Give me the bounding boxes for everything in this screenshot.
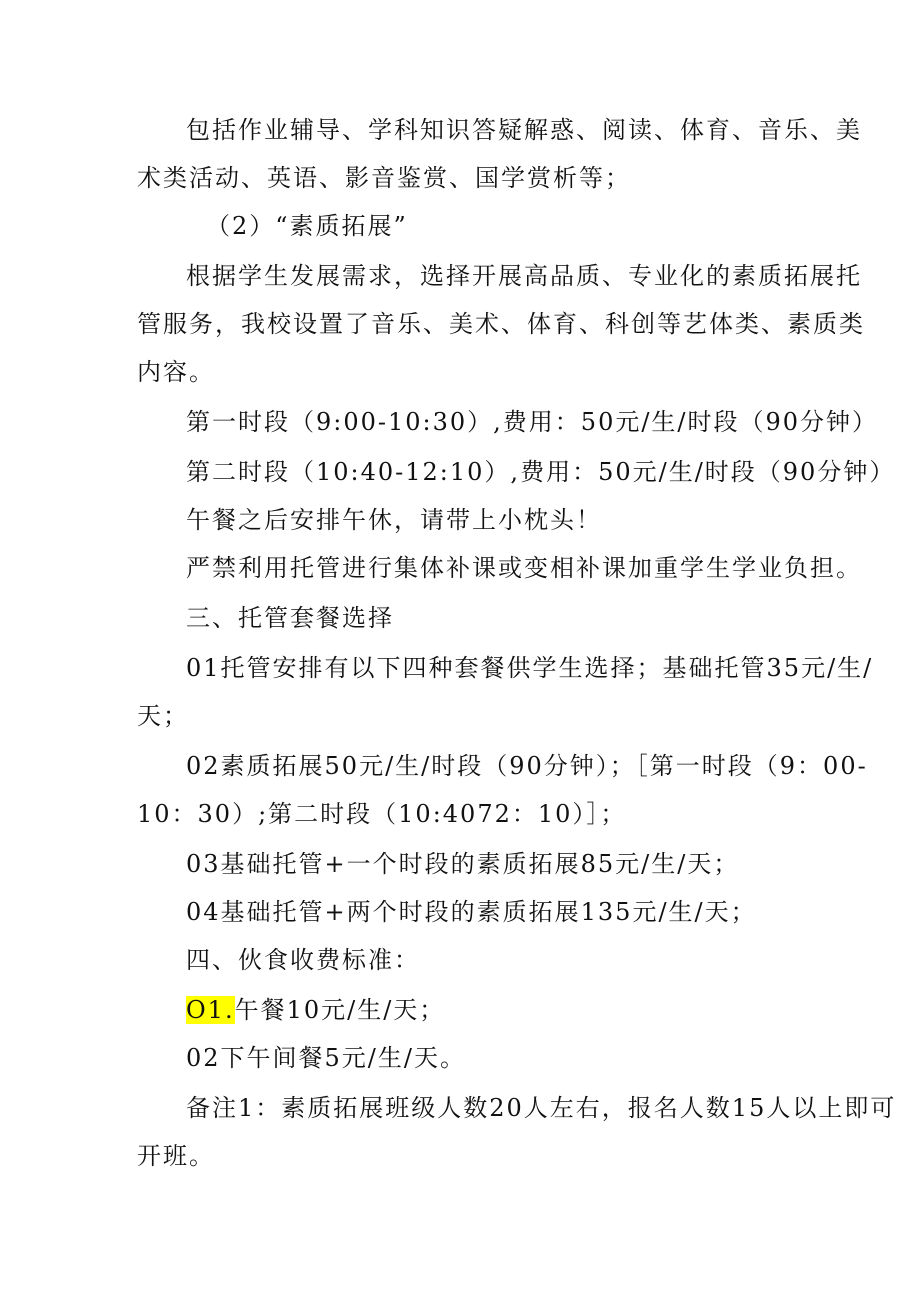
paragraph-line-2: 术类活动、英语、影音鉴赏、国学赏析等； (137, 164, 631, 192)
meal-fee-01-text: 午餐10元/生/天； (234, 996, 446, 1024)
package-02-continuation: 10：30）;第二时段（10:4072：10）］； (137, 800, 627, 828)
nap-note-line: 午餐之后安排午休，请带上小枕头！ (186, 506, 602, 534)
section-heading-meal-fees: 四、伙食收费标准： (186, 946, 420, 974)
paragraph-line-6: 内容。 (137, 358, 215, 386)
section-heading-packages: 三、托管套餐选择 (186, 604, 394, 632)
remark-line: 备注1：素质拓展班级人数20人左右，报名人数15人以上即可 (186, 1094, 897, 1122)
package-02-line: 02素质拓展50元/生/时段（90分钟）；［第一时段（9：00- (186, 752, 868, 780)
package-01-line: 01托管安排有以下四种套餐供学生选择；基础托管35元/生/ (186, 654, 874, 682)
subheading-quality-expansion: （2）“素质拓展” (206, 212, 408, 240)
package-01-continuation: 天； (137, 702, 189, 730)
paragraph-line-4: 根据学生发展需求，选择开展高品质、专业化的素质拓展托 (186, 262, 862, 290)
meal-fee-02-line: 02下午间餐5元/生/天。 (186, 1044, 466, 1072)
time-slot-2-line: 第二时段（10:40-12:10）,费用：50元/生/时段（90分钟） (186, 458, 896, 486)
time-slot-1-line: 第一时段（9:00-10:30）,费用：50元/生/时段（90分钟） (186, 408, 879, 436)
meal-fee-01-line (186, 994, 445, 1026)
highlighted-number: O1. (186, 996, 235, 1024)
remark-continuation: 开班。 (137, 1142, 215, 1170)
package-03-line: 03基础托管+一个时段的素质拓展85元/生/天； (186, 850, 740, 878)
paragraph-line-1: 包括作业辅导、学科知识答疑解惑、阅读、体育、音乐、美 (186, 116, 862, 144)
package-04-line: 04基础托管+两个时段的素质拓展135元/生/天； (186, 898, 757, 926)
paragraph-line-5: 管服务，我校设置了音乐、美术、体育、科创等艺体类、素质类 (137, 310, 865, 338)
prohibition-line: 严禁利用托管进行集体补课或变相补课加重学生学业负担。 (186, 554, 862, 582)
